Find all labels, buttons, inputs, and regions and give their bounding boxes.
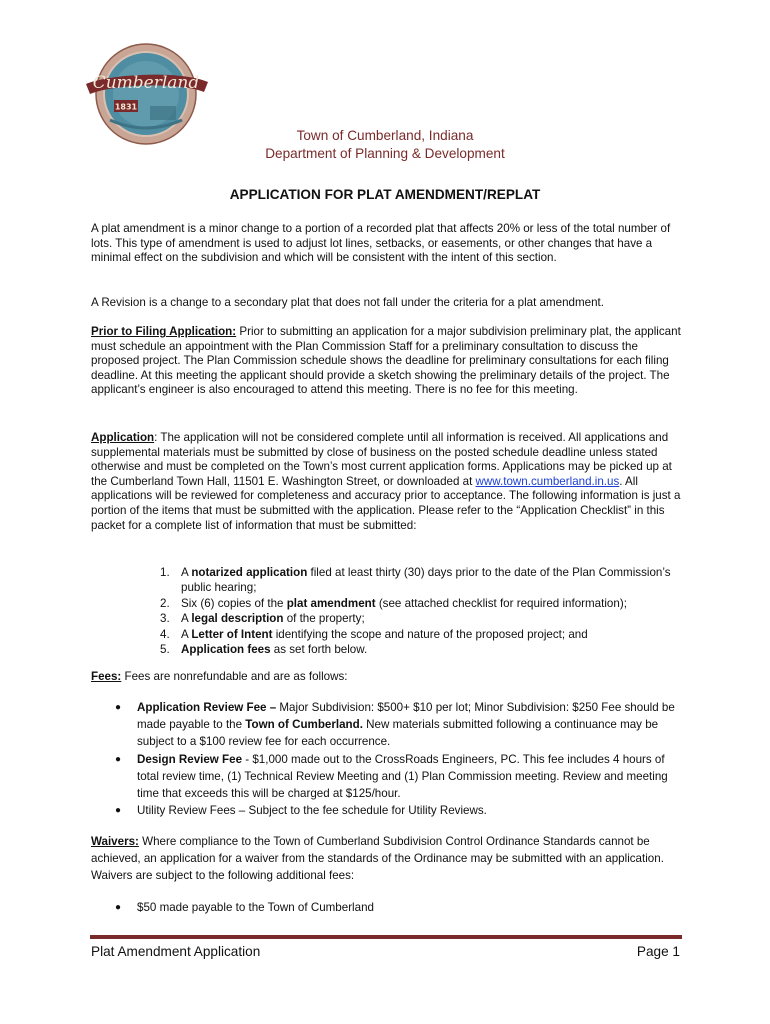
department-name: Department of Planning & Development <box>265 146 505 161</box>
application-text-2: . All applications will be reviewed for completeness and accuracy prior to acceptance. The following information is just a portion of the items that must be submitted with the application. Please refer to the “Application Checklist” in this packet for a complete list of information that must be submitted: <box>91 474 681 532</box>
waivers-label: Waivers: <box>91 835 139 848</box>
list-item: ● Design Review Fee - $1,000 made out to the CrossRoads Engineers, PC. This fee includes 4 hours of total review time, (1) Technical Review Meeting and (1) Plan Commission meeting. Review and meeting time that exceeds this will be charged at $125/hour. <box>115 752 668 801</box>
document-title: APPLICATION FOR PLAT AMENDMENT/REPLAT <box>229 187 541 202</box>
fees-intro: Fees are nonrefundable and are as follows: <box>121 670 348 683</box>
intro-text-1: A plat amendment is a minor change to a portion of a recorded plat that affects 20% or less of the total number of lots. This type of amendment is used to adjust lot lines, setbacks, or easements, or other changes that have a minimal effect on the subdivision and which will be consistent with the intent of this section. <box>91 222 671 265</box>
intro-paragraph-1 <box>91 222 685 266</box>
list-item: ● Utility Review Fees – Subject to the fee schedule for Utility Reviews. <box>115 802 685 819</box>
footer-divider <box>90 935 682 939</box>
fees-heading <box>91 670 685 685</box>
fees-list <box>115 699 685 819</box>
application-label: Application <box>91 431 155 444</box>
town-website-link[interactable]: www.town.cumberland.in.us <box>475 474 620 488</box>
application-text-1: : The application will not be considered complete until all information is received. All applications and supplemental materials must be submitted by close of business on the posted schedule deadline unless stated otherwise and must be completed on the Town’s most current application forms. Applications may be picked up at the Cumberland Town Hall, 11501 E. Washington Street, or downloaded at <box>91 431 672 488</box>
prior-text: Prior to submitting an application for a major subdivision preliminary plat, the applicant must schedule an appointment with the Plan Commission Staff for a preliminary consultation to discuss the proposed project. The Plan Commission schedule shows the deadline for preliminary consultations for each filing deadline. At this meeting the applicant should provide a sketch showing the preliminary details of the project. The applicant’s engineer is also encouraged to attend this meeting. There is no fee for this meeting. <box>91 325 681 397</box>
list-item: 3. A legal description of the property; <box>160 612 365 626</box>
list-item: 2. Six (6) copies of the plat amendment (see attached checklist for required information); <box>160 596 627 610</box>
prior-label: Prior to Filing Application: <box>91 325 237 338</box>
list-item: 4. A Letter of Intent identifying the scope and nature of the proposed project; and <box>160 627 588 641</box>
department-header <box>0 127 770 163</box>
fees-label: Fees: <box>91 670 122 683</box>
bullet-icon: ● <box>115 753 122 765</box>
list-item: 5. Application fees as set forth below. <box>160 643 368 657</box>
waivers-section <box>91 833 685 885</box>
town-name: Town of Cumberland, Indiana <box>296 128 474 143</box>
bullet-icon: ● <box>115 902 122 913</box>
list-item: ● $50 made payable to the Town of Cumberland <box>115 899 685 916</box>
list-item: 1. A notarized application filed at least thirty (30) days prior to the date of the Plan Commission’s public hearing; <box>160 566 671 595</box>
logo-name: Cumberland <box>92 73 200 93</box>
bullet-icon: ● <box>115 805 122 817</box>
footer-document-name: Plat Amendment Application <box>91 944 261 959</box>
prior-to-filing-section <box>91 325 685 398</box>
intro-text-2: A Revision is a change to a secondary plat that does not fall under the criteria for a plat amendment. <box>91 296 605 309</box>
requirements-list <box>160 565 680 657</box>
list-item: ● Application Review Fee – Major Subdivision: $500+ $10 per lot; Minor Subdivision: $250 Fee should be made payable to the Town of Cumberland. New materials submitted following a continuance may be subject to a $100 review fee for each occurrence. <box>115 701 675 749</box>
waivers-text: Where compliance to the Town of Cumberland Subdivision Control Ordinance Standards cannot be achieved, an application for a waiver from the standards of the Ordinance may be submitted with an application. Waivers are subject to the following additional fees: <box>91 835 664 883</box>
application-section <box>91 431 685 533</box>
logo-year: 1831 <box>114 102 138 112</box>
page-number: Page 1 <box>636 944 680 959</box>
waiver-fees-list <box>115 899 685 916</box>
bullet-icon: ● <box>115 702 122 713</box>
intro-paragraph-2 <box>91 296 685 311</box>
